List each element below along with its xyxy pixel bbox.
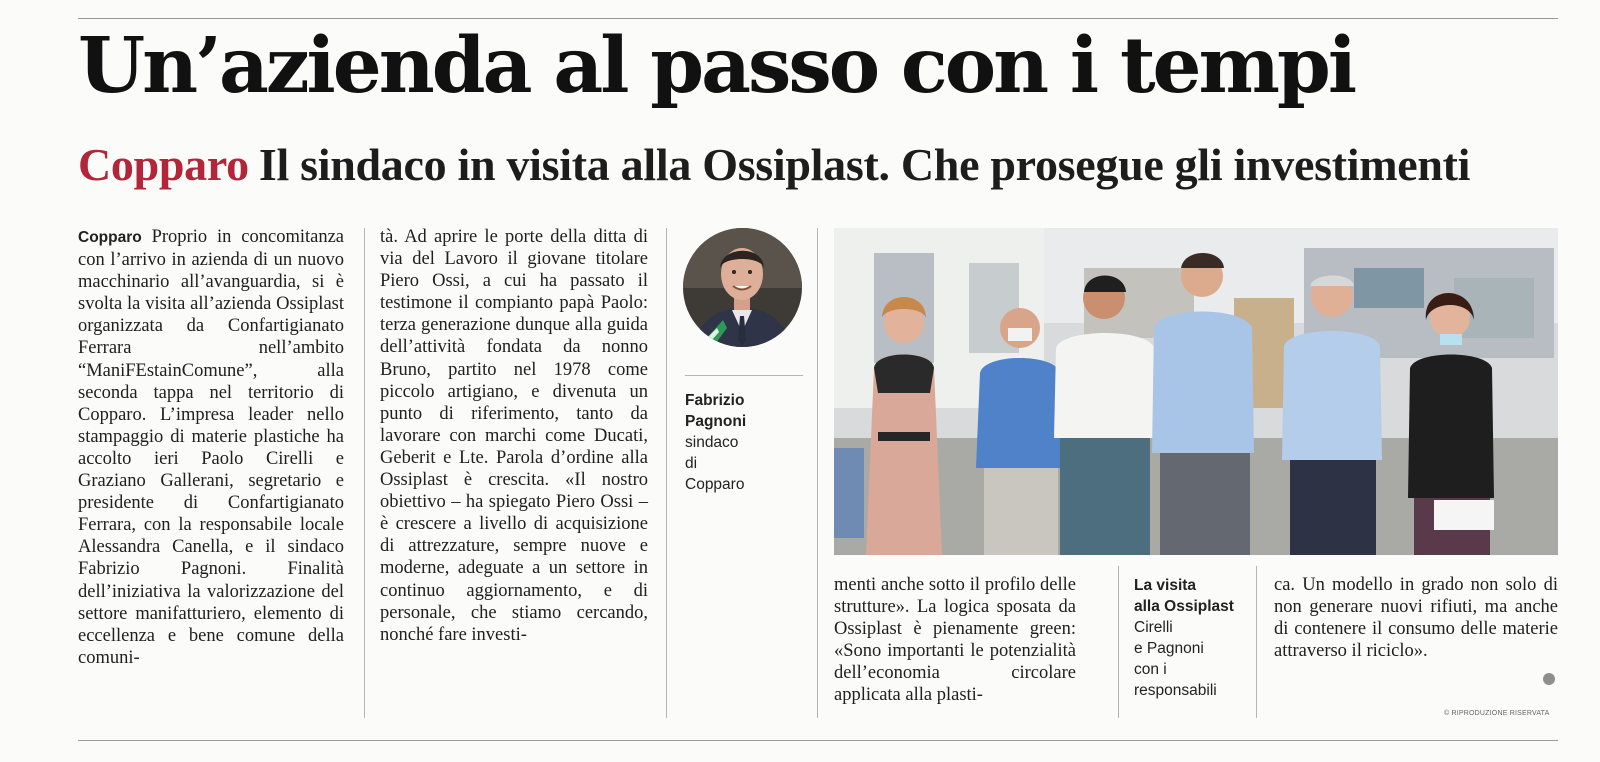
dateline: Copparo xyxy=(78,229,142,246)
copyright-notice: © RIPRODUZIONE RISERVATA xyxy=(1444,710,1550,717)
photo-caption-line-3: con i xyxy=(1134,661,1167,678)
article-column-3 xyxy=(834,574,1076,707)
column-2-text: tà. Ad aprire le porte della ditta di via del Lavoro il giovane titolare Piero Ossi, a cui ha passato il testimone il compianto papà Paolo: terza generazione dunque alla guida dell’attività fondata da nonno Bruno, partito nel 1978 come piccolo artigiano, e divenuta un punto di riferimento, tanto da lavorare con marchi come Ducati, Geberit e Lte. Parola d’ordine alla Ossiplast è crescita. «Il nostro obiettivo – ha spiegato Piero Ossi – è crescere a livello di acquisizione di attrezzature, sempre nuove e moderne, adeguate a un settore in continuo aggiornamento, e di personale, che stiamo cercando, nonché fare investi- xyxy=(380,227,648,645)
column-divider-4 xyxy=(1118,566,1119,718)
article-column-1 xyxy=(78,226,344,669)
bottom-rule xyxy=(78,740,1558,741)
group-photo xyxy=(834,228,1558,555)
portrait-photo xyxy=(683,228,802,347)
column-3-text: menti anche sotto il profilo delle strutture». La logica sposata da Ossiplast è pienamente green: «Sono importanti le potenzialità dell’economia circolare applicata alla plasti- xyxy=(834,575,1076,706)
portrait-caption xyxy=(685,390,746,495)
photo-caption xyxy=(1134,575,1234,701)
column-divider-1 xyxy=(364,228,365,718)
photo-caption-line-2: e Pagnoni xyxy=(1134,640,1204,657)
column-divider-3 xyxy=(817,228,818,718)
portrait-name-first: Fabrizio xyxy=(685,392,745,409)
portrait-caption-rule xyxy=(685,375,803,376)
photo-caption-title-1: La visita xyxy=(1134,577,1197,594)
photo-caption-title-2: alla Ossiplast xyxy=(1134,598,1234,615)
photo-caption-line-4: responsabili xyxy=(1134,682,1217,699)
portrait-role-3: Copparo xyxy=(685,476,745,493)
column-4-text: ca. Un modello in grado non solo di non generare nuovi rifiuti, ma anche di contenere il consumo delle materie attraverso il riciclo». xyxy=(1274,575,1558,662)
top-rule xyxy=(78,18,1558,19)
headline: Un’azienda al passo con i tempi xyxy=(78,21,1355,111)
column-divider-2 xyxy=(666,228,667,718)
kicker-copparo: Copparo xyxy=(78,139,249,190)
column-divider-5 xyxy=(1256,566,1257,718)
article-column-2 xyxy=(380,226,648,646)
subheadline xyxy=(78,139,1471,190)
column-1-text: Proprio in concomitanza con l’arrivo in azienda di un nuovo macchinario all’avanguardia, si è svolta la visita all’azienda Ossiplast organizzata da Confartigianato Ferrara nell’ambito “ManiFEstainComune”, alla seconda tappa nel territorio di Copparo. L’impresa leader nello stampaggio di materie plastiche ha accolto ieri Paolo Cirelli e Graziano Gallerani, segretario e presidente di Confartigianato Ferrara, con la responsabile locale Alessandra Canella, e il sindaco Fabrizio Pagnoni. Finalità dell’iniziativa la valorizzazione del settore manifatturiero, elemento di eccellenza e bene comune della comuni- xyxy=(78,227,344,668)
portrait-role-2: di xyxy=(685,455,698,472)
portrait-name-last: Pagnoni xyxy=(685,413,747,430)
end-of-article-dot xyxy=(1543,673,1555,685)
photo-caption-line-1: Cirelli xyxy=(1134,619,1173,636)
subheadline-text: Il sindaco in visita alla Ossiplast. Che prosegue gli investimenti xyxy=(258,139,1471,190)
portrait-role-1: sindaco xyxy=(685,434,739,451)
article-column-4 xyxy=(1274,574,1558,662)
